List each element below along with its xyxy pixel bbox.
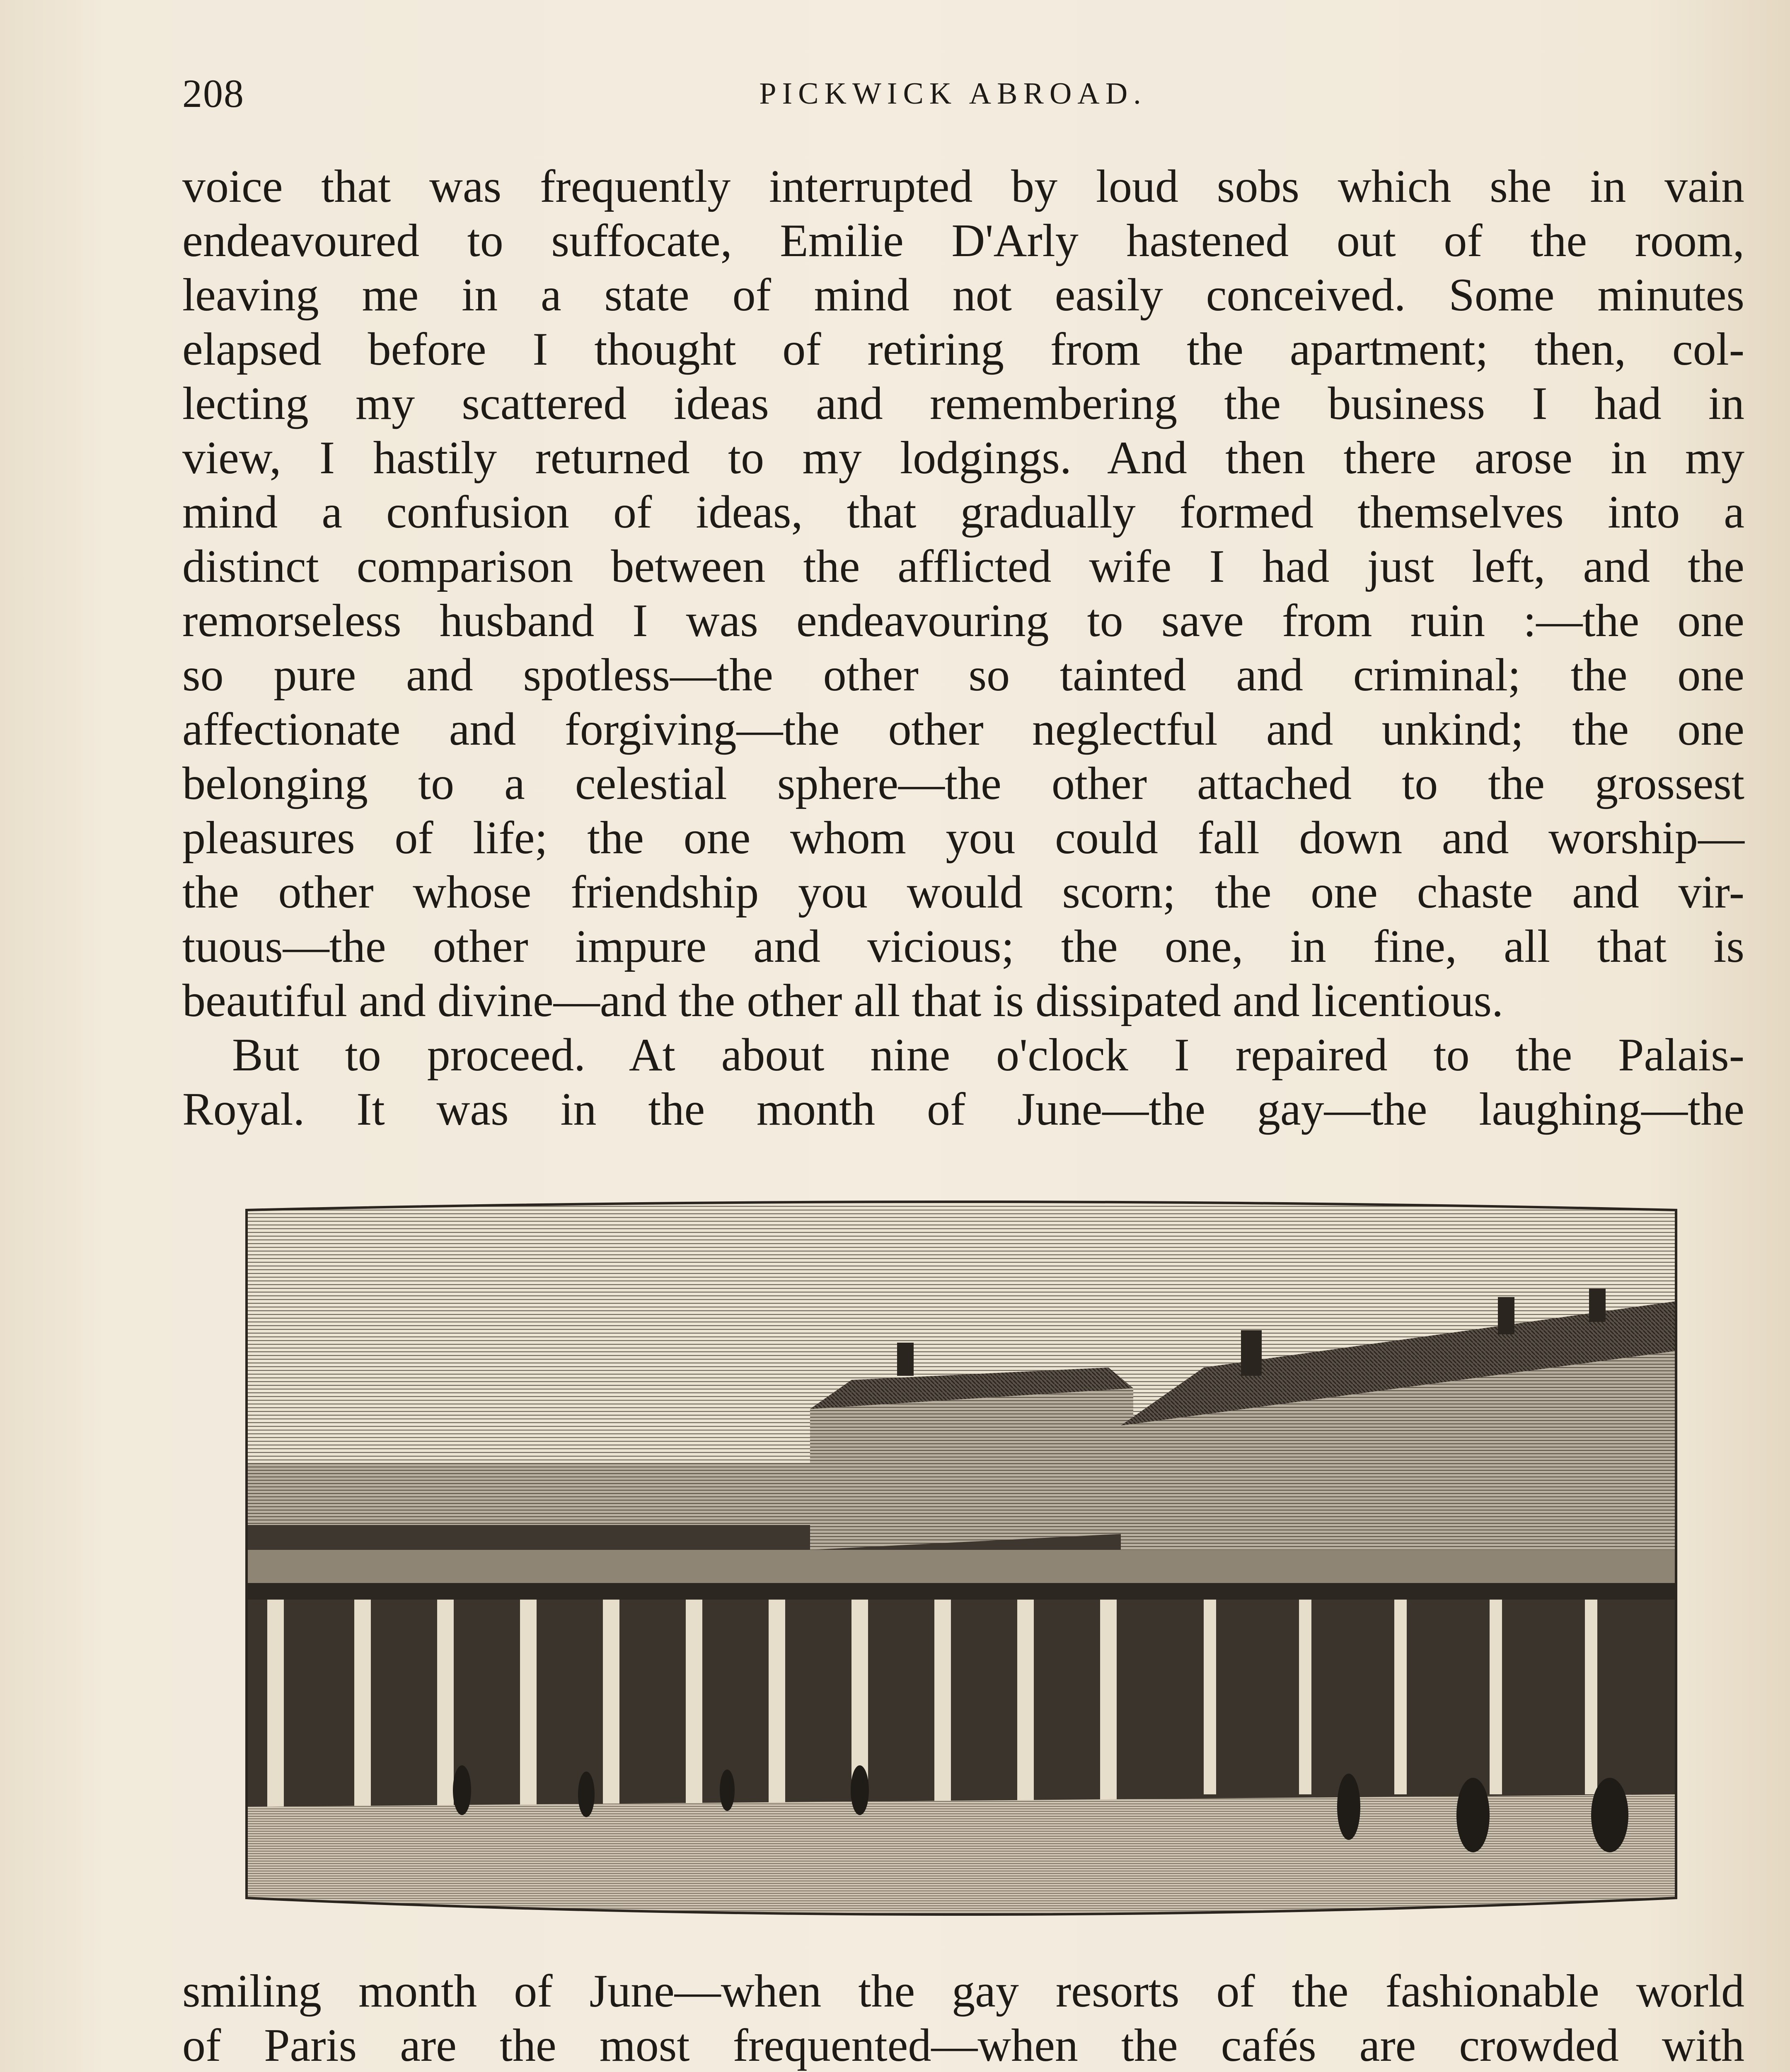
text-line: voice that was frequently interrupted by loud sobs which she in vain — [182, 161, 1744, 212]
text-line: belonging to a celestial sphere—the other attached to the grossest — [182, 758, 1744, 809]
text-line: But to proceed. At about nine o'clock I repaired to the Palais- — [232, 1029, 1744, 1081]
text-line: so pure and spotless—the other so tainted and criminal; the one — [182, 649, 1744, 701]
text-line: of Paris are the most frequented—when the cafés are crowded with — [182, 2020, 1744, 2071]
text-line: endeavoured to suffocate, Emilie D'Arly hastened out of the room, — [182, 215, 1744, 266]
text-line: tuous—the other impure and vicious; the one, in fine, all that is — [182, 921, 1744, 972]
lower-paragraphs — [182, 1964, 1744, 2072]
text-line: smiling month of June—when the gay resorts of the fashionable world — [182, 1965, 1744, 2017]
text-line: beautiful and divine—and the other all that is dissipated and licentious. — [182, 975, 1504, 1026]
text-line: distinct comparison between the afflicted wife I had just left, and the — [182, 541, 1744, 592]
palais-royal-engraving — [230, 1193, 1693, 1931]
text-line: view, I hastily returned to my lodgings. And then there arose in my — [182, 432, 1744, 484]
running-title: PICKWICK ABROAD. — [759, 77, 1147, 111]
text-line: elapsed before I thought of retiring from the apartment; then, col- — [182, 324, 1744, 375]
text-line: affectionate and forgiving—the other neglectful and unkind; the one — [182, 704, 1744, 755]
text-line: the other whose friendship you would scorn; the one chaste and vir- — [182, 867, 1744, 918]
text-line: remorseless husband I was endeavouring to save from ruin :—the one — [182, 595, 1744, 646]
running-head — [182, 70, 1724, 116]
text-line: leaving me in a state of mind not easily conceived. Some minutes — [182, 269, 1744, 321]
text-line: mind a confusion of ideas, that gradually formed themselves into a — [182, 487, 1744, 538]
upper-paragraphs — [182, 160, 1744, 1137]
text-line: lecting my scattered ideas and remembering the business I had in — [182, 378, 1744, 429]
text-line: Royal. It was in the month of June—the gay—the laughing—the — [182, 1084, 1744, 1135]
text-line: pleasures of life; the one whom you could fall down and worship— — [182, 812, 1744, 864]
page-number: 208 — [182, 71, 244, 116]
engraving-artwork — [230, 1193, 1693, 1931]
